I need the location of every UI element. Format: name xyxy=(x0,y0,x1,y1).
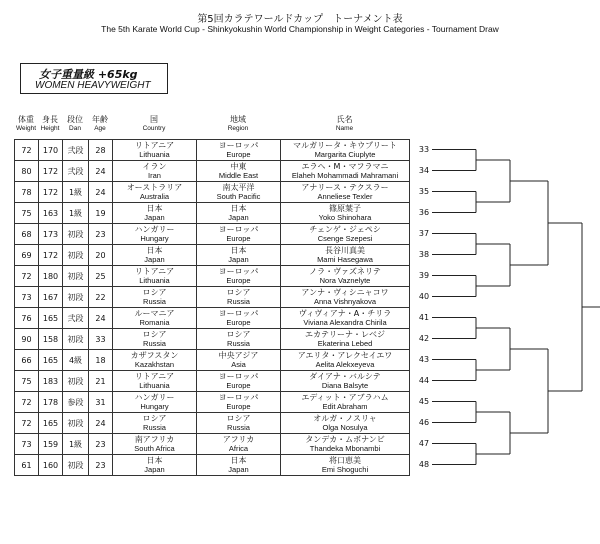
name-cell-jp: 将口恵美 xyxy=(329,456,361,465)
age-cell: 31 xyxy=(89,392,113,413)
country-cell-en: Romania xyxy=(139,318,170,327)
region-cell-jp: ロシア xyxy=(226,288,251,297)
weight-cell: 69 xyxy=(15,245,39,266)
height-cell: 167 xyxy=(39,287,63,308)
name-cell-jp: 長谷川真美 xyxy=(325,246,365,255)
seed-number: 44 xyxy=(418,376,430,385)
weight-cell: 73 xyxy=(15,434,39,455)
category-title-jp: 女子重量級 +65kg xyxy=(39,68,138,81)
weight-cell: 72 xyxy=(15,392,39,413)
country-cell-jp: イラン xyxy=(142,162,167,171)
age-cell: 24 xyxy=(89,182,113,203)
name-cell-en: Mami Hasegawa xyxy=(317,255,373,264)
weight-cell: 68 xyxy=(15,224,39,245)
name-cell-jp: オルガ・ノスリャ xyxy=(313,414,377,423)
dan-cell: 初段 xyxy=(63,455,89,476)
country-cell-jp: 南アフリカ xyxy=(134,435,175,444)
region-cell-jp: 日本 xyxy=(230,456,247,465)
name-cell-en: Csenge Szepesi xyxy=(317,234,373,243)
country-cell-jp: カザフスタン xyxy=(130,351,179,360)
region-cell-jp: ロシア xyxy=(226,414,251,423)
name-cell-jp: エディット・アブラハム xyxy=(301,393,389,402)
dan-cell: 参段 xyxy=(63,392,89,413)
seed-number: 41 xyxy=(418,313,430,322)
country-cell-jp: ルーマニア xyxy=(134,309,175,318)
country-cell-jp: リトアニア xyxy=(134,141,175,150)
region-cell-jp: ヨーロッパ xyxy=(218,393,259,402)
seed-number: 33 xyxy=(418,145,430,154)
country-cell-en: Japan xyxy=(144,213,165,222)
region-cell-en: Russia xyxy=(227,297,250,306)
dan-cell: 弐段 xyxy=(63,140,89,161)
region-cell-jp: 日本 xyxy=(230,246,247,255)
seed-number: 40 xyxy=(418,292,430,301)
country-cell-en: Russia xyxy=(143,339,166,348)
country-cell-jp: リトアニア xyxy=(134,372,175,381)
region-cell-jp: ヨーロッパ xyxy=(218,225,259,234)
age-cell: 28 xyxy=(89,140,113,161)
dan-cell: 初段 xyxy=(63,266,89,287)
region-cell-jp: 中東 xyxy=(230,162,247,171)
weight-cell: 61 xyxy=(15,455,39,476)
header-age: 年齢 Age xyxy=(92,115,108,132)
region-cell-jp: ヨーロッパ xyxy=(218,141,259,150)
header-weight: 体重 Weight xyxy=(15,115,37,132)
name-cell-jp: マルガリータ・キウプリート xyxy=(293,141,397,150)
country-cell-jp: ハンガリー xyxy=(134,225,175,234)
seed-number: 35 xyxy=(418,187,430,196)
age-cell: 23 xyxy=(89,455,113,476)
weight-cell: 76 xyxy=(15,308,39,329)
region-cell-en: Japan xyxy=(228,255,249,264)
seed-number: 37 xyxy=(418,229,430,238)
name-cell-jp: エラヘ・M・マフラマニ xyxy=(301,162,389,171)
header-name: 氏名 Name xyxy=(335,115,354,132)
name-cell-en: Edit Abraham xyxy=(322,402,368,411)
age-cell: 21 xyxy=(89,371,113,392)
weight-cell: 80 xyxy=(15,161,39,182)
name-cell-jp: タンデカ・ムボナンビ xyxy=(305,435,385,444)
dan-cell: 1級 xyxy=(63,434,89,455)
name-cell-en: Yoko Shinohara xyxy=(318,213,372,222)
page-title-jp: 第5回カラテワールドカップ トーナメント表 xyxy=(197,14,403,25)
weight-cell: 73 xyxy=(15,287,39,308)
seed-number: 36 xyxy=(418,208,430,217)
seed-number: 43 xyxy=(418,355,430,364)
height-cell: 180 xyxy=(39,266,63,287)
height-cell: 172 xyxy=(39,245,63,266)
country-cell-en: Russia xyxy=(143,297,166,306)
country-cell-jp: リトアニア xyxy=(134,267,175,276)
dan-cell: 初段 xyxy=(63,371,89,392)
region-cell-en: Europe xyxy=(226,318,251,327)
country-cell-en: Kazakhstan xyxy=(134,360,175,369)
region-cell-jp: ヨーロッパ xyxy=(218,372,259,381)
height-cell: 178 xyxy=(39,392,63,413)
name-cell-en: Elaheh Mohammadi Mahramani xyxy=(291,171,399,180)
age-cell: 24 xyxy=(89,308,113,329)
height-cell: 160 xyxy=(39,455,63,476)
name-cell-en: Margarita Ciuplyte xyxy=(314,150,376,159)
region-cell-en: Japan xyxy=(228,465,249,474)
region-cell-jp: ロシア xyxy=(226,330,251,339)
name-cell-jp: アンナ・ヴィシニャコワ xyxy=(301,288,389,297)
name-cell-en: Ekaterina Lebed xyxy=(317,339,373,348)
region-cell-en: Europe xyxy=(226,381,251,390)
region-cell-jp: 中央アジア xyxy=(218,351,259,360)
seed-number: 39 xyxy=(418,271,430,280)
dan-cell: 初段 xyxy=(63,224,89,245)
age-cell: 25 xyxy=(89,266,113,287)
region-cell-jp: 日本 xyxy=(230,204,247,213)
dan-cell: 1級 xyxy=(63,203,89,224)
header-region: 地域 Region xyxy=(227,115,249,132)
weight-cell: 66 xyxy=(15,350,39,371)
weight-cell: 78 xyxy=(15,182,39,203)
country-cell-jp: オーストラリア xyxy=(126,183,183,192)
country-cell-en: Lithuania xyxy=(139,150,170,159)
seed-number: 38 xyxy=(418,250,430,259)
seed-number: 48 xyxy=(418,460,430,469)
seed-number: 34 xyxy=(418,166,430,175)
category-title-en: WOMEN HEAVYWEIGHT xyxy=(35,80,151,91)
height-cell: 170 xyxy=(39,140,63,161)
region-cell-en: Europe xyxy=(226,150,251,159)
country-cell-jp: 日本 xyxy=(146,204,163,213)
dan-cell: 弐段 xyxy=(63,161,89,182)
name-cell-en: Anneliese Texler xyxy=(317,192,373,201)
country-cell-en: Hungary xyxy=(140,234,169,243)
dan-cell: 4級 xyxy=(63,350,89,371)
region-cell-en: Europe xyxy=(226,234,251,243)
region-cell-en: Middle East xyxy=(218,171,259,180)
region-cell-jp: ヨーロッパ xyxy=(218,309,259,318)
age-cell: 18 xyxy=(89,350,113,371)
country-cell-en: South Africa xyxy=(134,444,175,453)
name-cell-jp: エカテリーナ・レベジ xyxy=(305,330,385,339)
country-cell-en: Lithuania xyxy=(139,381,170,390)
name-cell-en: Viviana Alexandra Chirila xyxy=(303,318,387,327)
region-cell-en: Russia xyxy=(227,423,250,432)
dan-cell: 初段 xyxy=(63,245,89,266)
weight-cell: 75 xyxy=(15,371,39,392)
country-cell-en: Japan xyxy=(144,465,165,474)
header-dan: 段位 Dan xyxy=(67,115,83,132)
country-cell-jp: ロシア xyxy=(142,288,167,297)
weight-cell: 72 xyxy=(15,266,39,287)
age-cell: 23 xyxy=(89,434,113,455)
country-cell-en: Iran xyxy=(148,171,161,180)
country-cell-jp: 日本 xyxy=(146,246,163,255)
region-cell-en: Europe xyxy=(226,402,251,411)
name-cell-en: Nora Vaznelyte xyxy=(319,276,371,285)
name-cell-jp: 篠原葉子 xyxy=(329,204,361,213)
seed-number: 47 xyxy=(418,439,430,448)
page-title-en: The 5th Karate World Cup - Shinkyokushin World Championship in Weight Categories - Tournament Draw xyxy=(101,24,499,34)
height-cell: 163 xyxy=(39,203,63,224)
weight-cell: 72 xyxy=(15,413,39,434)
height-cell: 172 xyxy=(39,182,63,203)
dan-cell: 初段 xyxy=(63,329,89,350)
country-cell-jp: ハンガリー xyxy=(134,393,175,402)
dan-cell: 1級 xyxy=(63,182,89,203)
dan-cell: 初段 xyxy=(63,413,89,434)
name-cell-en: Thandeka Mbonambi xyxy=(309,444,381,453)
dan-cell: 初段 xyxy=(63,287,89,308)
height-cell: 165 xyxy=(39,308,63,329)
region-cell-jp: ヨーロッパ xyxy=(218,267,259,276)
age-cell: 24 xyxy=(89,161,113,182)
age-cell: 24 xyxy=(89,413,113,434)
country-cell-jp: ロシア xyxy=(142,414,167,423)
region-cell-en: South Pacific xyxy=(216,192,261,201)
height-cell: 183 xyxy=(39,371,63,392)
name-cell-en: Anna Vishnyakova xyxy=(314,297,376,306)
region-cell-jp: アフリカ xyxy=(222,435,255,444)
country-cell-en: Lithuania xyxy=(139,276,170,285)
region-cell-jp: 南太平洋 xyxy=(222,183,255,192)
name-cell-jp: ノラ・ヴァズネリテ xyxy=(309,267,381,276)
age-cell: 22 xyxy=(89,287,113,308)
seed-number: 42 xyxy=(418,334,430,343)
seed-number: 46 xyxy=(418,418,430,427)
region-cell-en: Africa xyxy=(228,444,249,453)
age-cell: 33 xyxy=(89,329,113,350)
header-height: 身長 Height xyxy=(40,115,60,132)
name-cell-en: Olga Nosulya xyxy=(322,423,368,432)
name-cell-jp: アエリタ・アレクセイエワ xyxy=(297,351,393,360)
name-cell-en: Aelita Alekxeyeva xyxy=(315,360,375,369)
weight-cell: 72 xyxy=(15,140,39,161)
country-cell-jp: ロシア xyxy=(142,330,167,339)
country-cell-en: Hungary xyxy=(140,402,169,411)
seed-number: 45 xyxy=(418,397,430,406)
age-cell: 19 xyxy=(89,203,113,224)
height-cell: 159 xyxy=(39,434,63,455)
country-cell-jp: 日本 xyxy=(146,456,163,465)
name-cell-jp: ダイアナ・バルシテ xyxy=(309,372,381,381)
weight-cell: 90 xyxy=(15,329,39,350)
country-cell-en: Japan xyxy=(144,255,165,264)
height-cell: 158 xyxy=(39,329,63,350)
name-cell-jp: ヴィヴィアナ・A・チリラ xyxy=(298,309,392,318)
height-cell: 165 xyxy=(39,350,63,371)
header-country: 国 Country xyxy=(142,115,166,132)
dan-cell: 弐段 xyxy=(63,308,89,329)
name-cell-jp: チェンゲ・ジェペシ xyxy=(309,225,381,234)
height-cell: 165 xyxy=(39,413,63,434)
region-cell-en: Japan xyxy=(228,213,249,222)
name-cell-en: Diana Balsyte xyxy=(321,381,369,390)
name-cell-jp: アナリース・テクスラー xyxy=(301,183,389,192)
name-cell-en: Emi Shoguchi xyxy=(321,465,369,474)
height-cell: 173 xyxy=(39,224,63,245)
region-cell-en: Europe xyxy=(226,276,251,285)
country-cell-en: Australia xyxy=(139,192,170,201)
age-cell: 23 xyxy=(89,224,113,245)
height-cell: 172 xyxy=(39,161,63,182)
weight-cell: 75 xyxy=(15,203,39,224)
region-cell-en: Asia xyxy=(231,360,246,369)
age-cell: 20 xyxy=(89,245,113,266)
region-cell-en: Russia xyxy=(227,339,250,348)
country-cell-en: Russia xyxy=(143,423,166,432)
